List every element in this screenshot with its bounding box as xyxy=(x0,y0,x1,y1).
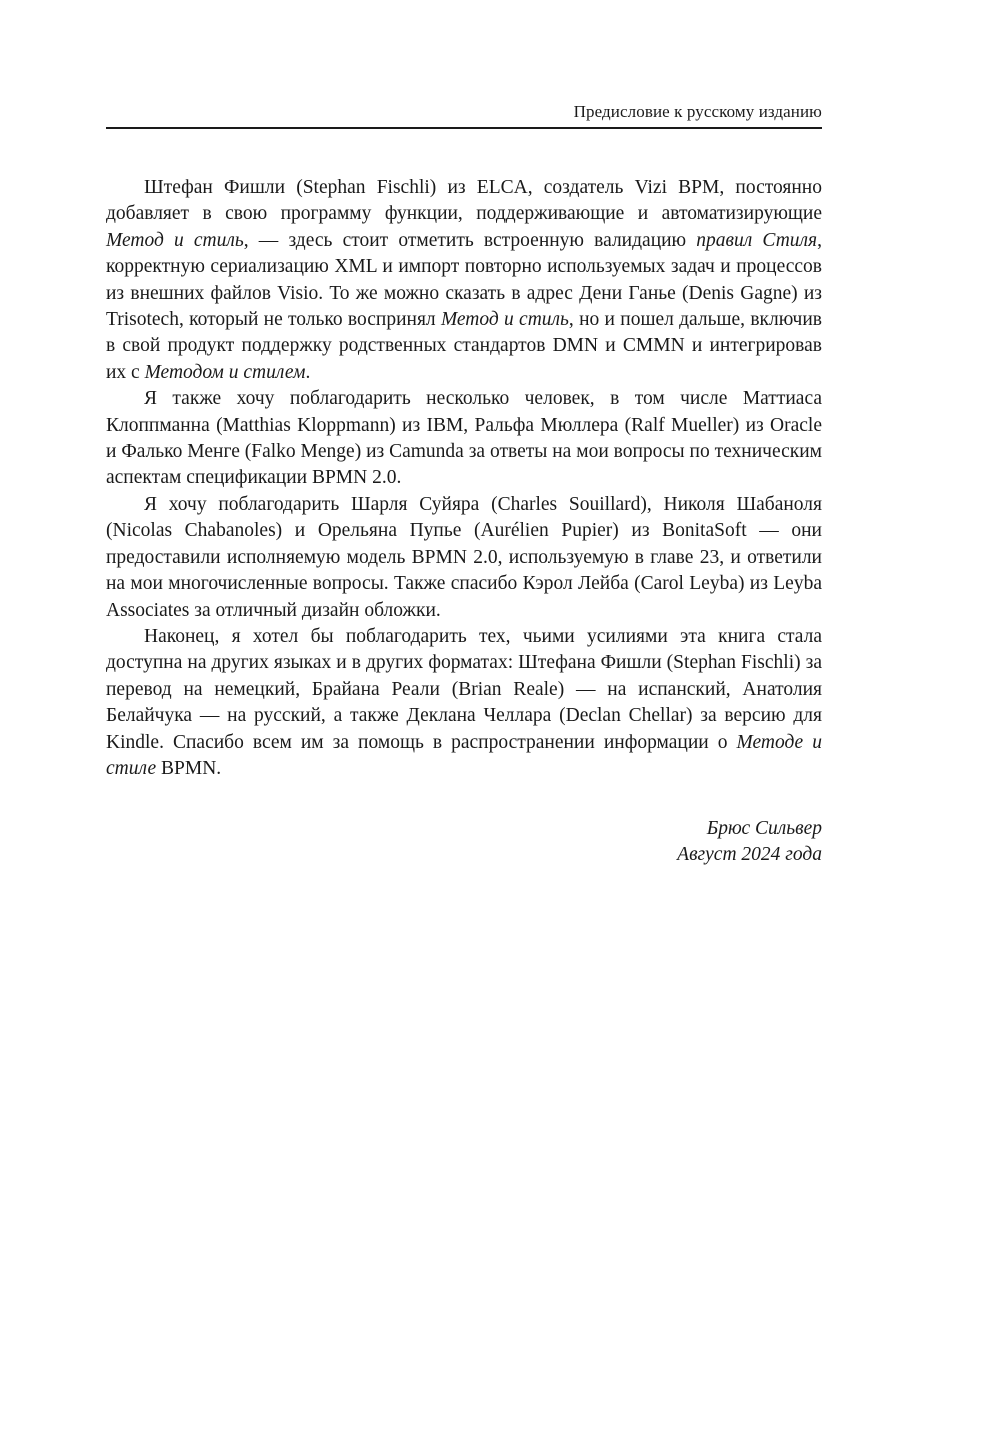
text-run: , — здесь стоит отметить встроенную валидацию xyxy=(243,229,697,251)
signature-date: Август 2024 года xyxy=(677,844,822,866)
text-run-italic: правил Стиля xyxy=(696,229,818,251)
text-run-italic: Метод и стиль xyxy=(440,309,569,331)
text-run: Я также хочу поблагодарить несколько человек, в том числе Маттиаса Клоппманна (Matthias Kloppmann) из IBM, Ральфа Мюллера (Ralf Mueller) из Oracle и Фалько Менге (Falko Menge) из Camunda за ответы на мои вопросы по техническим аспектам спецификации BPMN 2.0. xyxy=(106,388,822,489)
text-run: Штефан Фишли (Stephan Fischli) из ELCA, создатель Vizi BPM, постоянно добавляет в свою программу функции, поддерживающие и автоматизирующие xyxy=(106,177,822,225)
running-header: Предисловие к русскому изданию xyxy=(573,102,822,121)
signature-author: Брюс Сильвер xyxy=(706,818,822,839)
paragraph xyxy=(106,624,822,782)
text-run: , но и пошел дальше, включив в свой продукт поддержку родственных стандартов DMN и CMMN и интегрировав их с xyxy=(106,309,823,383)
signature xyxy=(106,816,822,869)
text-run-italic: Методом и стилем xyxy=(144,361,306,383)
text-run: , корректную сериализацию XML и импорт повторно используемых задач и процессов из внешних файлов Visio. То же можно сказать в адрес Дени Ганье (Denis Gagne) из Trisotech, который не только воспринял xyxy=(106,229,822,331)
paragraph xyxy=(106,386,822,492)
paragraph xyxy=(106,175,822,386)
text-run-italic: Метод и стиль xyxy=(106,229,244,251)
text-run: . xyxy=(305,361,311,383)
paragraph xyxy=(106,492,822,624)
body-text xyxy=(106,175,822,782)
text-run: BPMN. xyxy=(156,757,222,779)
text-run: Я хочу поблагодарить Шарля Суйяра (Charles Souillard), Николя Шабаноля (Nicolas Chabanoles) и Орельяна Пупье (Aurélien Pupier) из BonitaSoft — они предоставили исполняемую модель BPMN 2.0, используемую в главе 23, и ответили на мои многочисленные вопросы. Также спасибо Кэрол Лейба (Carol Leyba) из Leyba Associates за отличный дизайн обложки. xyxy=(106,493,822,621)
header-rule xyxy=(106,127,822,129)
text-run-italic: Методе и стиле xyxy=(106,731,822,779)
text-run: Наконец, я хотел бы поблагодарить тех, чьими усилиями эта книга стала доступна на других языках и в других форматах: Штефана Фишли (Stephan Fischli) за перевод на немецкий, Брайана Реали (Brian Reale) — на испанский, Анатолия Белайчука — на русский, а также Деклана Челлара (Declan Chellar) за версию для Kindle. Спасибо всем им за помощь в распространении информации о xyxy=(106,625,822,753)
